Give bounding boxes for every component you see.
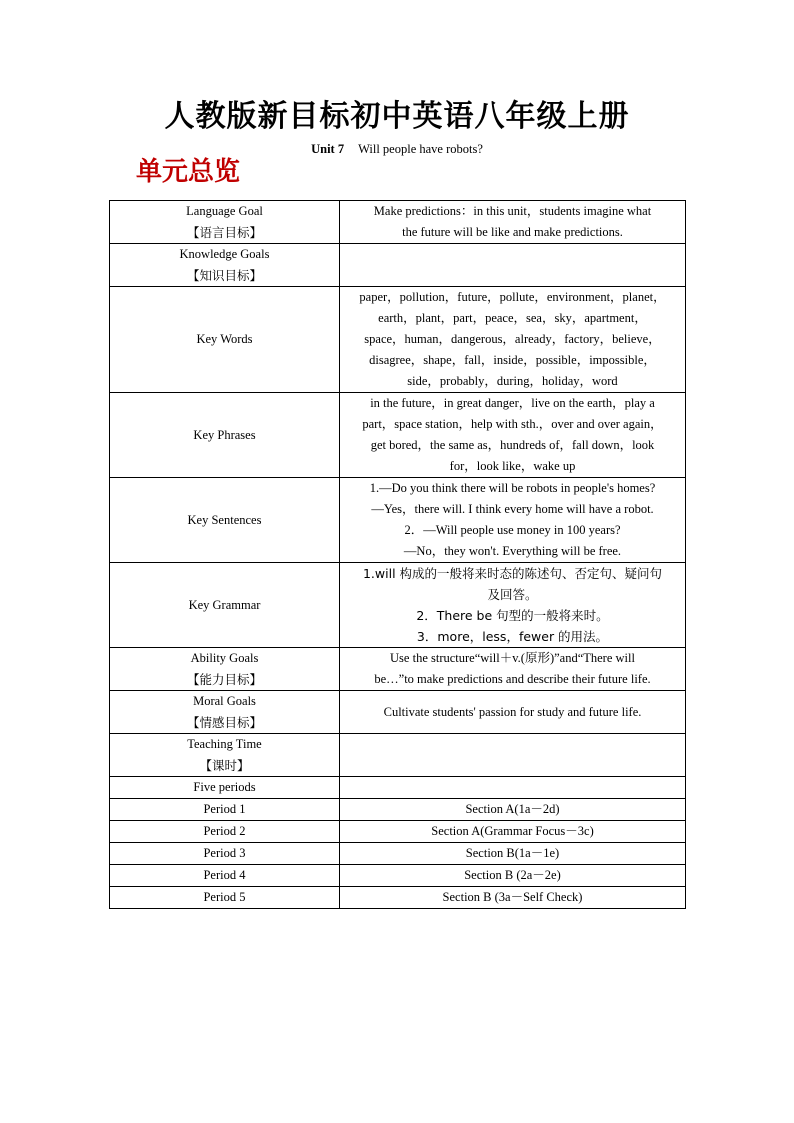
period-label: Period 1: [110, 799, 340, 821]
key-words-line: paper，pollution，future，pollute，environment，planet，: [359, 290, 666, 304]
language-goal-label-en: Language Goal: [186, 204, 263, 218]
moral-goals-content: Cultivate students' passion for study and future life.: [340, 691, 686, 734]
key-sentences-label: Key Sentences: [110, 478, 340, 563]
moral-goals-label: [110, 691, 340, 734]
row-period-1: [110, 799, 686, 821]
key-phrases-line: part，space station，help with sth.，over and over again，: [362, 417, 663, 431]
teaching-time-label-en: Teaching Time: [187, 737, 262, 751]
ability-goals-label-en: Ability Goals: [190, 651, 259, 665]
key-words-content: [340, 287, 686, 393]
key-words-line: disagree，shape，fall，inside，possible，impossible，: [369, 353, 656, 367]
key-sentences-line: 1.—Do you think there will be robots in people's homes?: [369, 481, 656, 495]
knowledge-goals-label: [110, 244, 340, 287]
row-teaching-time: [110, 734, 686, 777]
period-section: Section A(Grammar Focus－3c): [340, 821, 686, 843]
key-phrases-content: [340, 393, 686, 478]
moral-goals-label-en: Moral Goals: [193, 694, 256, 708]
five-periods-label: Five periods: [110, 777, 340, 799]
row-key-phrases: [110, 393, 686, 478]
row-five-periods: [110, 777, 686, 799]
period-section: Section B(1a－1e): [340, 843, 686, 865]
row-period-2: [110, 821, 686, 843]
knowledge-goals-label-en: Knowledge Goals: [179, 247, 270, 261]
period-section: Section B (3a－Self Check): [340, 887, 686, 909]
row-period-4: [110, 865, 686, 887]
key-words-line: earth，plant，part，peace，sea，sky，apartment，: [378, 311, 647, 325]
row-period-5: [110, 887, 686, 909]
key-phrases-line: in the future，in great danger，live on the earth，play a: [370, 396, 655, 410]
row-ability-goals: [110, 648, 686, 691]
five-periods-content: [340, 777, 686, 799]
key-sentences-line: 2．—Will people use money in 100 years?: [404, 523, 621, 537]
teaching-time-content: [340, 734, 686, 777]
key-sentences-line: —Yes，there will. I think every home will have a robot.: [371, 502, 654, 516]
language-goal-text-1: Make predictions：in this unit，students imagine what: [373, 204, 652, 218]
language-goal-content: [340, 201, 686, 244]
period-label: Period 4: [110, 865, 340, 887]
ability-goals-text-1: Use the structure“will＋v.(原形)”and“There will: [390, 651, 635, 665]
ability-goals-text-2: be…”to make predictions and describe their future life.: [374, 672, 651, 686]
period-section: Section A(1a－2d): [340, 799, 686, 821]
key-words-line: space，human，dangerous，already，factory，believe，: [364, 332, 661, 346]
key-grammar-line: 及回答。: [487, 587, 538, 602]
language-goal-label: [110, 201, 340, 244]
unit-subtitle: [0, 141, 794, 157]
row-key-words: [110, 287, 686, 393]
teaching-time-label: [110, 734, 340, 777]
knowledge-goals-content: [340, 244, 686, 287]
page-title: 人教版新目标初中英语八年级上册: [164, 99, 630, 134]
key-phrases-line: for，look like，wake up: [449, 459, 576, 473]
key-words-label: Key Words: [110, 287, 340, 393]
key-phrases-line: get bored，the same as，hundreds of，fall down，look: [370, 438, 655, 452]
key-grammar-line: 2．There be 句型的一般将来时。: [416, 608, 609, 623]
key-words-line: side，probably，during，holiday，word: [407, 374, 618, 388]
row-period-3: [110, 843, 686, 865]
language-goal-text-2: the future will be like and make predictions.: [402, 225, 623, 239]
row-key-sentences: [110, 478, 686, 563]
period-label: Period 3: [110, 843, 340, 865]
key-sentences-line: —No，they won't. Everything will be free.: [403, 544, 622, 558]
ability-goals-content: [340, 648, 686, 691]
unit-label: Unit 7: [311, 142, 345, 156]
row-language-goal: [110, 201, 686, 244]
key-grammar-line: 1.will 构成的一般将来时态的陈述句、否定句、疑问句: [362, 566, 663, 581]
period-section: Section B (2a－2e): [340, 865, 686, 887]
ability-goals-label-zh: 【能力目标】: [186, 672, 262, 687]
ability-goals-label: [110, 648, 340, 691]
teaching-time-label-zh: 【课时】: [199, 758, 250, 773]
period-label: Period 2: [110, 821, 340, 843]
unit-overview-table: [109, 200, 686, 909]
language-goal-label-zh: 【语言目标】: [186, 225, 262, 240]
knowledge-goals-label-zh: 【知识目标】: [186, 268, 262, 283]
period-label: Period 5: [110, 887, 340, 909]
row-key-grammar: [110, 563, 686, 648]
row-moral-goals: [110, 691, 686, 734]
key-grammar-line: 3．more，less，fewer 的用法。: [416, 629, 609, 644]
key-grammar-content: [340, 563, 686, 648]
moral-goals-label-zh: 【情感目标】: [186, 715, 262, 730]
section-heading: 单元总览: [136, 157, 241, 187]
unit-title: Will people have robots?: [358, 142, 483, 156]
row-knowledge-goals: [110, 244, 686, 287]
key-phrases-label: Key Phrases: [110, 393, 340, 478]
key-grammar-label: Key Grammar: [110, 563, 340, 648]
key-sentences-content: [340, 478, 686, 563]
